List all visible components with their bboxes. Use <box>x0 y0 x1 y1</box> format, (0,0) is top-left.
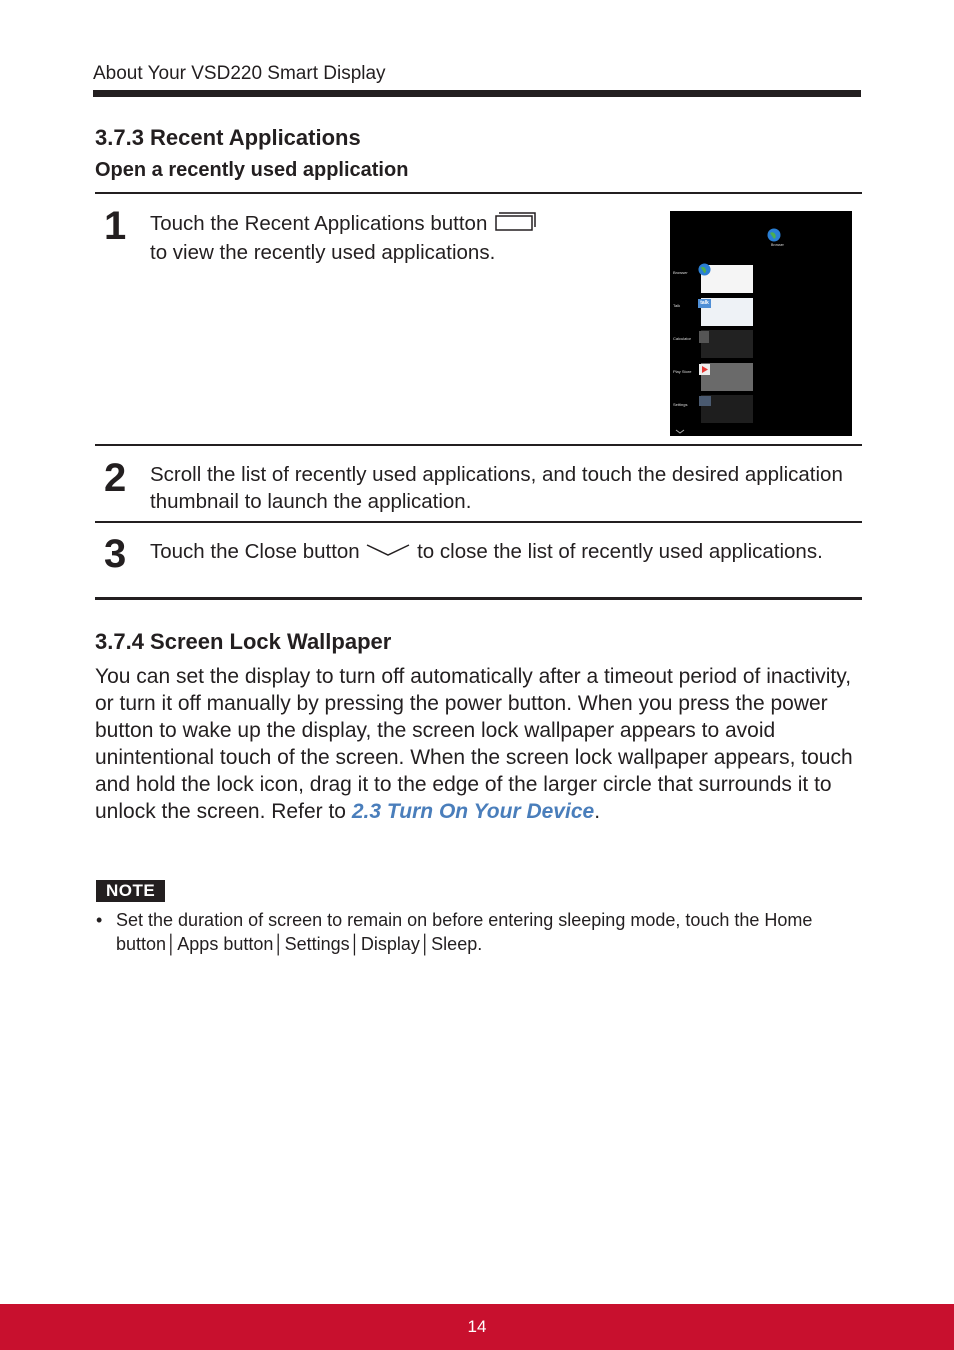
step-1-text-after: to view the recently used applications. <box>150 241 496 265</box>
table-top-rule <box>95 192 862 194</box>
app-label-play-store: Play Store <box>673 369 692 374</box>
app-label-settings: Settings <box>673 402 688 407</box>
recent-apps-screenshot <box>670 211 852 436</box>
row-divider-1 <box>95 444 862 446</box>
step-2-text: Scroll the list of recently used applications, and touch the desired application thumbnail to launch the application. <box>150 463 843 513</box>
step-1-number: 1 <box>104 204 127 248</box>
note-badge: NOTE <box>96 880 165 902</box>
app-label-talk: Talk <box>673 303 681 308</box>
talk-icon: talk <box>698 299 711 308</box>
step-1-text <box>150 210 630 266</box>
close-icon[interactable] <box>675 429 685 434</box>
table-bottom-rule <box>95 597 862 600</box>
running-header: About Your VSD220 Smart Display <box>93 63 386 84</box>
recent-apps-icon <box>493 210 537 239</box>
app-label-browser: Browser <box>673 270 688 275</box>
note-text: Set the duration of screen to remain on before entering sleeping mode, touch the Home button│Apps button│Settings│Display│Sleep. <box>116 910 813 954</box>
section-heading-recent-applications: 3.7.3 Recent Applications <box>95 125 361 150</box>
row-divider-2 <box>95 521 862 523</box>
step-3-text-after: to close the list of recently used applications. <box>417 540 823 563</box>
step-3-text-before: Touch the Close button <box>150 540 360 563</box>
page-number: 14 <box>467 1317 487 1336</box>
step-2-number: 2 <box>104 456 127 500</box>
step-1-text-before: Touch the Recent Applications button <box>150 212 488 235</box>
screenshot-top-label: Browser <box>771 243 784 247</box>
paragraph-text: You can set the display to turn off automatically after a timeout period of inactivity, or turn it off manually by pressing the power button. When you press the power button to wake up the display, the screen lock wallpaper appears to avoid unintentional touch of the screen. When the screen lock wallpaper appears, touch and hold the lock icon, drag it to the edge of the larger circle that surrounds it to unlock the screen. Refer to <box>95 665 853 823</box>
note-bullet: • <box>96 910 103 930</box>
play-store-icon <box>699 364 710 375</box>
subheading-open-recent: Open a recently used application <box>95 159 409 181</box>
screen-lock-paragraph <box>95 663 870 825</box>
section-heading-screen-lock-wallpaper: 3.7.4 Screen Lock Wallpaper <box>95 629 392 654</box>
globe-icon <box>767 228 781 242</box>
calculator-icon <box>699 331 709 343</box>
header-divider <box>93 90 861 97</box>
turn-on-device-link[interactable]: 2.3 Turn On Your Device <box>351 800 595 823</box>
browser-icon <box>698 263 711 276</box>
step-3-number: 3 <box>104 532 127 576</box>
close-chevron-icon <box>365 539 411 566</box>
settings-icon <box>699 396 711 406</box>
app-label-calculator: Calculator <box>673 336 692 341</box>
paragraph-end: . <box>594 800 601 823</box>
step-3-text <box>150 538 850 566</box>
